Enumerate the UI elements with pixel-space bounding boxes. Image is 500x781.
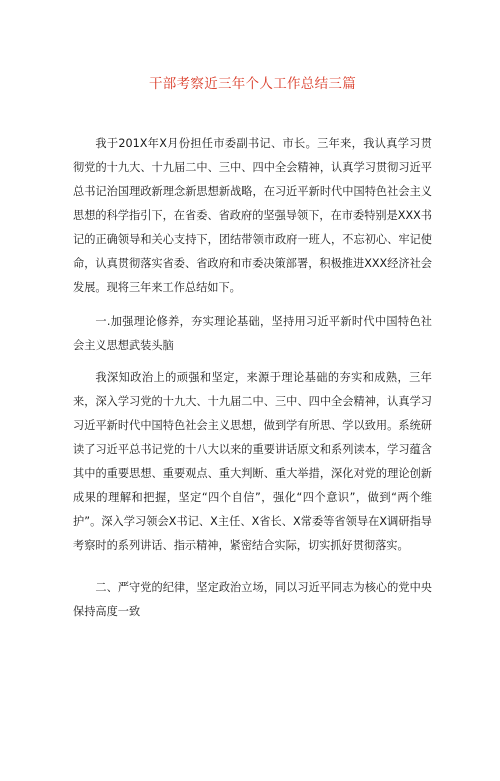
section-heading-1: 一.加强理论修养，夯实理论基础，坚持用习近平新时代中国特色社会主义思想武装头脑 — [73, 315, 432, 352]
section-heading-2: 二、严守党的纪律，坚定政治立场，同以习近平同志为核心的党中央保持高度一致 — [73, 581, 432, 618]
document-body — [73, 132, 432, 624]
intro-paragraph: 我于201X年X月份担任市委副书记、市长。三年来，我认真学习贯彻党的十九大、十九届二中、三中、四中全会精神，认真学习贯彻习近平总书记治国理政新理念新思想新战略，在习近平新时代中国特色社会主义思想的科学指引下，在省委、省政府的坚强导领下，在市委特别是XXX书记的正确领导和关心支持下，团结带领市政府一班人，不忘初心、牢记使命，认真贯彻落实省委、省政府和市委决策部署，积极推进XXX经济社会发展。现将三年来工作总结如下。 — [73, 137, 432, 294]
section-1-paragraph: 我深知政治上的顽强和坚定，来源于理论基础的夯实和成熟，三年来，深入学习党的十九大、十九届二中、三中、四中全会精神，认真学习习近平新时代中国特色社会主义思想，做到学有所思、学以致用。系统研读了习近平总书记党的十八大以来的重要讲话原文和系列读本，学习蕴含其中的重要思想、重要观点、重大判断、重大举措，深化对党的理论创新成果的理解和把握，坚定“四个自信”，强化“四个意识”，做到“两个维护”。深入学习领会X书记、X主任、X省长、X常委等省领导在X调研指导考察时的系列讲话、指示精神，紧密结合实际，切实抓好贯彻落实。 — [73, 371, 432, 552]
document-title: 干部考察近三年个人工作总结三篇 — [149, 76, 356, 92]
document-page — [0, 74, 500, 781]
